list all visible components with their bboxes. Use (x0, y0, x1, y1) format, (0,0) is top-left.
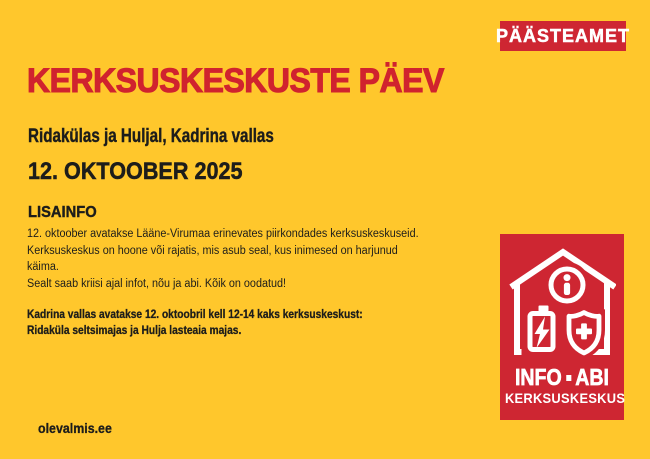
highlight-line: Kadrina vallas avatakse 12. oktoobril kell 12-14 kaks kerksuskeskust: (27, 307, 363, 321)
website-link[interactable]: olevalmis.ee (38, 421, 112, 436)
house-icon (508, 248, 616, 358)
event-date: 12. OKTOOBER 2025 (28, 158, 243, 185)
page-title: KERKSUSKESKUSTE PÄEV (27, 62, 444, 100)
battery-bolt-icon (530, 306, 553, 350)
shield-cross-icon (569, 313, 599, 354)
paasteamet-logo-label: PÄÄSTEAMET (496, 25, 631, 46)
info-abi-kerksuskeskus-logo (500, 234, 624, 420)
logo-word-info: INFO (514, 364, 562, 390)
info-circle-icon (551, 269, 583, 301)
logo-word-abi: ABI (575, 364, 609, 390)
info-body (27, 226, 419, 292)
logo-title (509, 364, 614, 391)
highlight-paragraph (27, 306, 363, 338)
square-dot-separator-icon (566, 375, 571, 381)
paasteamet-logo-badge (496, 21, 631, 51)
body-line: Sealt saab kriisi ajal infot, nõu ja abi. Kõik on oodatud! (27, 277, 287, 290)
body-line: 12. oktoober avatakse Lääne-Virumaa erinevates piirkondades kerksuskeskuseid. (27, 228, 419, 240)
body-line: Kerksuskeskus on hoone või rajatis, mis asub seal, kus inimesed on harjunud (27, 244, 398, 257)
body-line: käima. (27, 261, 59, 273)
highlight-line: Ridaküla seltsimajas ja Hulja lasteaia majas. (27, 323, 242, 337)
logo-subtitle: KERKSUSKESKUS (504, 390, 626, 406)
location-subtitle: Ridakülas ja Huljal, Kadrina vallas (28, 126, 274, 147)
lisainfo-heading: LISAINFO (28, 204, 97, 221)
